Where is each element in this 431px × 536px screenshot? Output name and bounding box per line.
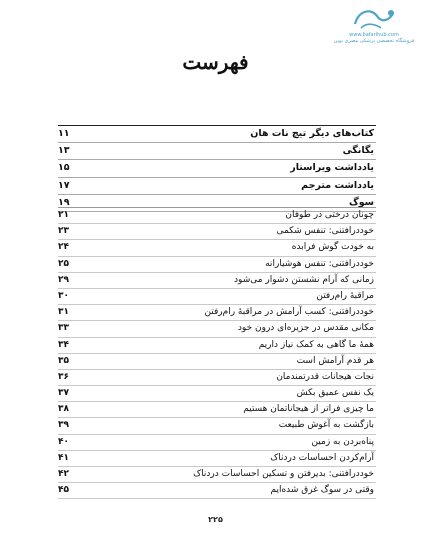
toc-entry-title: خوددرافتنی: تنفس هوشیارانه: [265, 258, 374, 269]
toc-entry[interactable]: [58, 370, 376, 386]
toc-entry[interactable]: [58, 435, 376, 451]
toc-entry-title: یگانگی: [342, 145, 374, 157]
toc-chapters: [58, 207, 376, 499]
toc-entry-page: ۳۸: [58, 404, 69, 415]
toc-entry[interactable]: [58, 402, 376, 418]
toc-entry[interactable]: [58, 483, 376, 499]
toc-entry-title: زمانی که آرام نشستن دشوار می‌شود: [234, 274, 374, 285]
toc-entry-page: ۳۷: [58, 388, 69, 399]
toc-entry-page: ۳۴: [58, 339, 69, 350]
toc-entry-title: وقتی در سوگ غرق شده‌ایم: [270, 485, 374, 496]
toc-entry-title: سوگ: [348, 196, 374, 208]
toc-entry-page: ۱۱: [58, 128, 70, 139]
toc-entry-page: ۳۶: [58, 371, 69, 382]
toc-entry-page: ۱۵: [58, 162, 70, 174]
logo-tagline: فروشگاه تخصصی پزشکی مصری نوین: [333, 38, 415, 44]
toc-entry-page: ۳۵: [58, 355, 69, 366]
toc-entry[interactable]: [58, 321, 376, 337]
toc-entry-title: یادداشت ویراستار: [290, 162, 374, 174]
toc-entry-title: آرام‌کردن احساسات دردناک: [270, 452, 374, 463]
toc-entry[interactable]: [58, 289, 376, 305]
logo-url[interactable]: www.bafarihub.com: [349, 32, 399, 38]
toc-entry-title: چونان درختی در طوفان: [285, 210, 374, 220]
toc-entry-title: خوددرافتنی: بدیرفتن و تسکین احساسات دردناک: [193, 469, 374, 479]
publisher-logo: [329, 6, 419, 52]
toc-entry-title: ما چیزی فراتر از هیجاناتمان هستیم: [243, 404, 374, 415]
toc-entry[interactable]: [58, 386, 376, 402]
toc-entry-page: ۲۱: [58, 210, 69, 220]
toc-entry-title: یادداشت مترجم: [301, 179, 374, 191]
toc-entry[interactable]: [58, 338, 376, 354]
toc-entry-title: خوددرافتنی: کسب آرامش در مراقبهٔ رام‌رفتن: [204, 307, 374, 318]
logo-mark-icon: [351, 6, 397, 32]
page-number: ۲۲۵: [208, 515, 223, 524]
toc-entry-title: مراقبهٔ رام‌رفتن: [316, 290, 374, 301]
toc-entry-page: ۳۳: [58, 323, 69, 334]
toc-entry-page: ۲۵: [58, 258, 69, 269]
toc-entry[interactable]: [58, 451, 376, 467]
toc-entry-page: ۱۷: [58, 179, 70, 191]
toc-entry-page: ۴۵: [58, 485, 69, 496]
toc-entry[interactable]: [58, 257, 376, 273]
toc-entry[interactable]: [58, 467, 376, 483]
toc-entry-title: پناه‌بردن به زمین: [311, 436, 374, 447]
toc-entry[interactable]: [58, 418, 376, 434]
toc-entry[interactable]: [58, 273, 376, 289]
toc-entry-page: ۲۴: [58, 242, 69, 253]
toc-entry[interactable]: [58, 143, 376, 160]
toc-entry-page: ۱۹: [58, 196, 70, 208]
toc-entry-page: ۴۱: [58, 452, 69, 463]
toc-entry-title: به خودت گوش فرابده: [291, 242, 374, 253]
toc-entry[interactable]: [58, 354, 376, 370]
toc-front-matter: [58, 125, 376, 212]
toc-entry-page: ۳۹: [58, 420, 69, 431]
toc-entry-page: ۱۳: [58, 145, 70, 157]
toc-entry[interactable]: [58, 178, 376, 195]
toc-entry-page: ۳۱: [58, 307, 69, 318]
toc-entry[interactable]: [58, 160, 376, 177]
toc-entry-title: نجات هیجانات قدرتمندمان: [276, 371, 374, 382]
toc-entry-title: یک نفس عمیق بکش: [296, 388, 374, 399]
toc-entry[interactable]: [58, 208, 376, 224]
toc-entry-title: کتاب‌های دیگر تیچ نات هان: [250, 128, 374, 139]
toc-entry-title: هر قدم آرامش است: [296, 355, 374, 366]
toc-entry[interactable]: [58, 224, 376, 240]
toc-entry-page: ۳۰: [58, 290, 69, 301]
toc-entry-title: مکانی مقدس در جزیره‌ای درون خود: [237, 323, 374, 334]
toc-entry-title: بازگشت به آغوش طبیعت: [278, 420, 374, 431]
toc-entry-title: خوددرافتنی: تنفس شکمی: [276, 226, 374, 237]
toc-entry-title: همهٔ ما گاهی به کمک نیاز داریم: [258, 339, 374, 350]
toc-entry-page: ۴۰: [58, 436, 69, 447]
toc-entry-page: ۴۲: [58, 469, 69, 479]
toc-entry-page: ۲۹: [58, 274, 69, 285]
page-title: فهرست: [182, 50, 249, 74]
toc-entry[interactable]: [58, 305, 376, 321]
toc-entry[interactable]: [58, 240, 376, 256]
toc-entry-page: ۲۳: [58, 226, 69, 237]
toc-entry[interactable]: [58, 126, 376, 143]
